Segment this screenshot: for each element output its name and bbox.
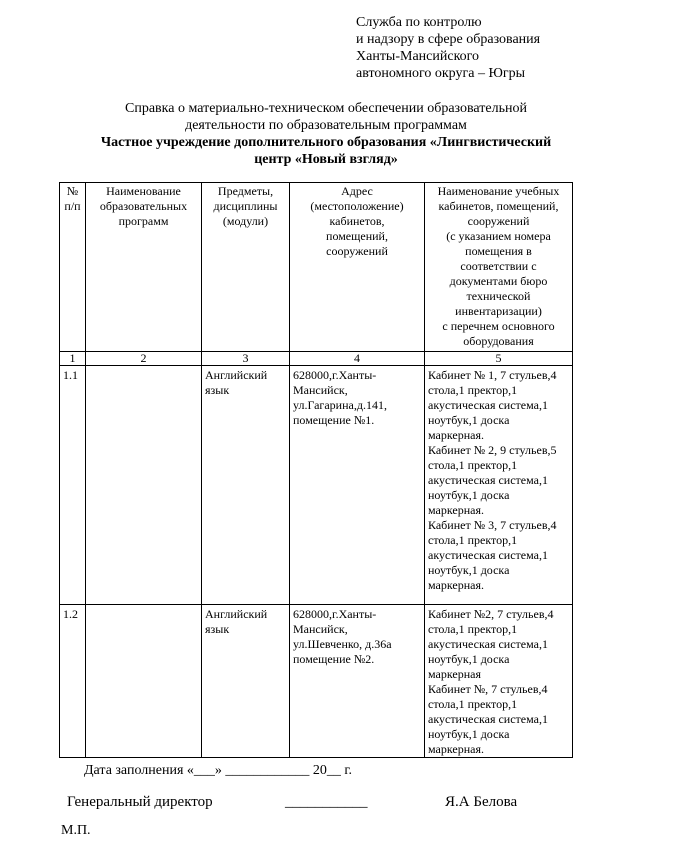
header-subject: Предметы, дисциплины (модули)	[202, 183, 290, 352]
column-number: 1	[60, 352, 86, 366]
row-address: 628000,г.Ханты- Мансийск, ул.Гагарина,д.141, помещение №1.	[290, 366, 425, 605]
fill-date: Дата заполнения «___» ____________ 20__ г.	[84, 763, 353, 778]
seal-label: М.П.	[61, 823, 91, 838]
recipient-line: автономного округа – Югры	[356, 66, 525, 81]
signature-line: ___________	[285, 794, 368, 810]
director-label: Генеральный директор	[67, 794, 213, 810]
row-number: 1.1	[60, 366, 86, 605]
organization-line-1: Частное учреждение дополнительного образования «Лингвистический	[100, 135, 552, 150]
header-program: Наименование образовательных программ	[86, 183, 202, 352]
row-address: 628000,г.Ханты- Мансийск, ул.Шевченко, д.36а помещение №2.	[290, 605, 425, 758]
title-line-2: деятельности по образовательным программам	[185, 118, 467, 133]
header-rooms: Наименование учебных кабинетов, помещений, сооружений (с указанием номера помещения в соответствии с документами бюро технической инвентаризации) с перечнем основного оборудования	[425, 183, 573, 352]
row-subject: Английский язык	[202, 366, 290, 605]
table-row	[60, 366, 573, 605]
column-number: 2	[86, 352, 202, 366]
title-line-1: Справка о материально-техническом обеспечении образовательной	[125, 101, 527, 116]
table-row	[60, 605, 573, 758]
header-number: № п/п	[60, 183, 86, 352]
row-program	[86, 366, 202, 605]
recipient-line: Ханты-Мансийского	[356, 49, 480, 64]
column-number: 5	[425, 352, 573, 366]
row-subject: Английский язык	[202, 605, 290, 758]
row-rooms: Кабинет № 1, 7 стульев,4 стола,1 пректор,1 акустическая система,1 ноутбук,1 доска маркерная. Кабинет № 2, 9 стульев,5 стола,1 пректор,1 акустическая система,1 ноутбук,1 доска маркерная. Кабинет № 3, 7 стульев,4 стола,1 пректор,1 акустическая система,1 ноутбук,1 доска маркерная.	[425, 366, 573, 605]
organization-line-2: центр «Новый взгляд»	[254, 152, 398, 167]
header-address: Адрес (местоположение) кабинетов, помещений, сооружений	[290, 183, 425, 352]
equipment-table	[59, 182, 573, 758]
row-number: 1.2	[60, 605, 86, 758]
table-header-row	[60, 183, 573, 352]
row-program	[86, 605, 202, 758]
recipient-line: и надзору в сфере образования	[356, 32, 541, 47]
column-number-row	[60, 352, 573, 366]
row-rooms: Кабинет №2, 7 стульев,4 стола,1 пректор,1 акустическая система,1 ноутбук,1 доска маркерная Кабинет №, 7 стульев,4 стола,1 пректор,1 акустическая система,1 ноутбук,1 доска маркерная.	[425, 605, 573, 758]
recipient-line: Служба по контролю	[356, 15, 482, 30]
document-title	[40, 100, 612, 168]
director-name: Я.А Белова	[445, 794, 518, 810]
recipient-block	[356, 14, 540, 82]
column-number: 4	[290, 352, 425, 366]
column-number: 3	[202, 352, 290, 366]
